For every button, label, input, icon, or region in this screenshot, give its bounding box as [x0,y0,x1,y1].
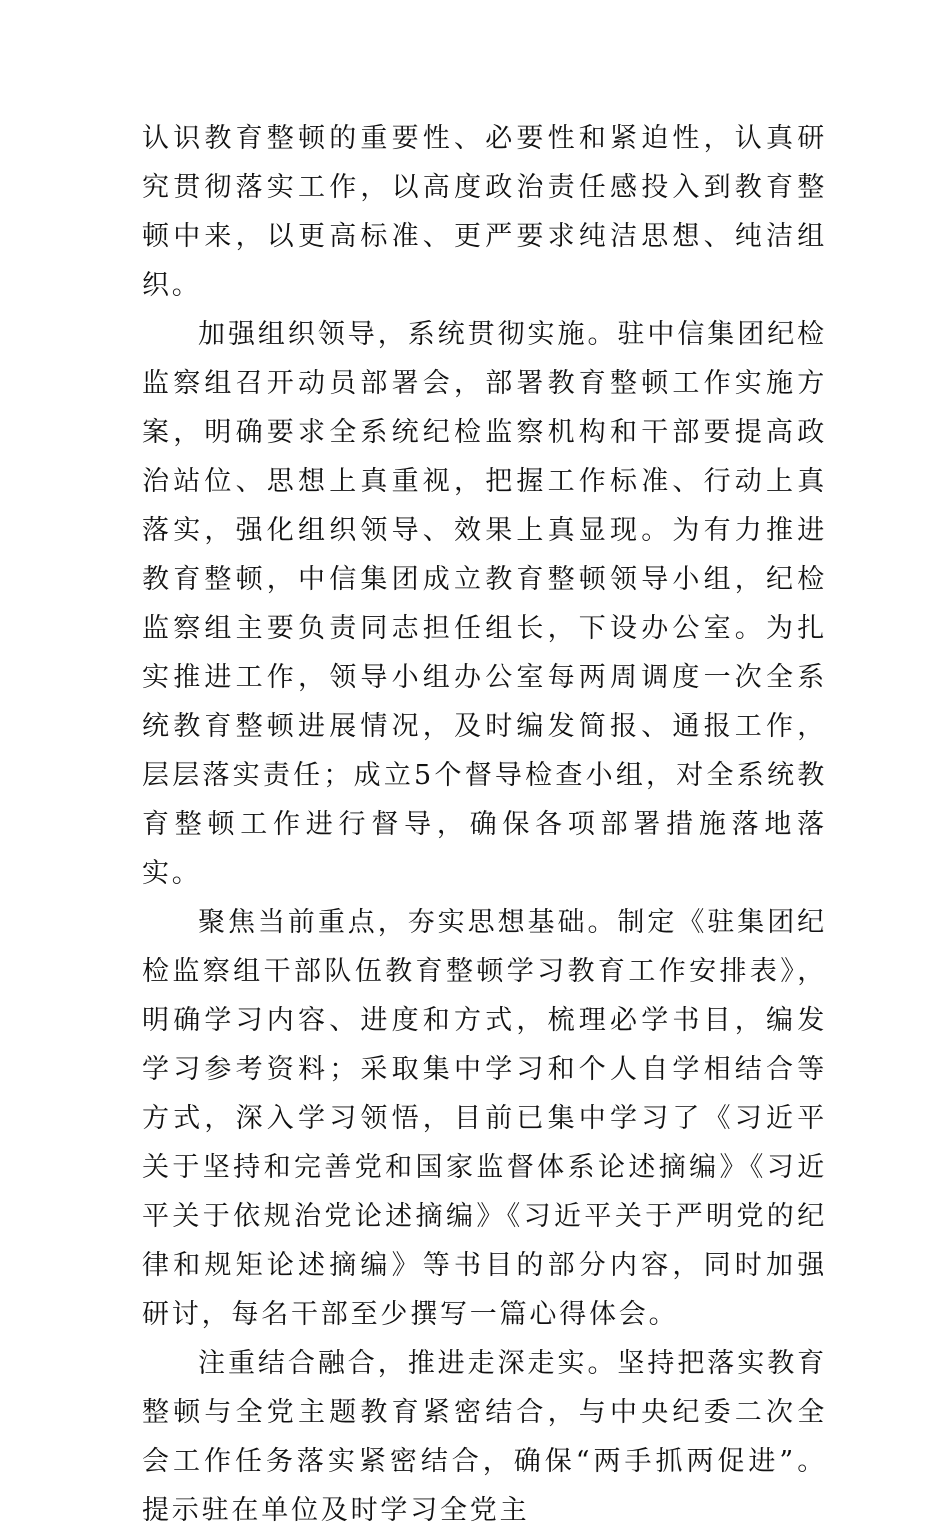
paragraph-continuation: 认识教育整顿的重要性、必要性和紧迫性，认真研究贯彻落实工作，以高度政治责任感投入到教育整顿中来，以更高标准、更严要求纯洁思想、纯洁组织。 [142,123,827,301]
paragraph-organization-leadership: 加强组织领导，系统贯彻实施。驻中信集团纪检监察组召开动员部署会，部署教育整顿工作实施方案，明确要求全系统纪检监察机构和干部要提高政治站位、思想上真重视，把握工作标准、行动上真落实，强化组织领导、效果上真显现。为有力推进教育整顿，中信集团成立教育整顿领导小组，纪检监察组主要负责同志担任组长，下设办公室。为扎实推进工作，领导小组办公室每两周调度一次全系统教育整顿进展情况，及时编发简报、通报工作，层层落实责任；成立5个督导检查小组，对全系统教育整顿工作进行督导，确保各项部署措施落地落实。 [142,319,827,889]
paragraph-integration: 注重结合融合，推进走深走实。坚持把落实教育整顿与全党主题教育紧密结合，与中央纪委二次全会工作任务落实紧密结合，确保“两手抓两促进”。提示驻在单位及时学习全党主 [142,1348,827,1526]
document-body [142,114,827,1535]
paragraph-ideological-foundation: 聚焦当前重点，夯实思想基础。制定《驻集团纪检监察组干部队伍教育整顿学习教育工作安排表》，明确学习内容、进度和方式，梳理必学书目，编发学习参考资料；采取集中学习和个人自学相结合等方式，深入学习领悟，目前已集中学习了《习近平关于坚持和完善党和国家监督体系论述摘编》《习近平关于依规治党论述摘编》《习近平关于严明党的纪律和规矩论述摘编》等书目的部分内容，同时加强研讨，每名干部至少撰写一篇心得体会。 [142,907,827,1330]
